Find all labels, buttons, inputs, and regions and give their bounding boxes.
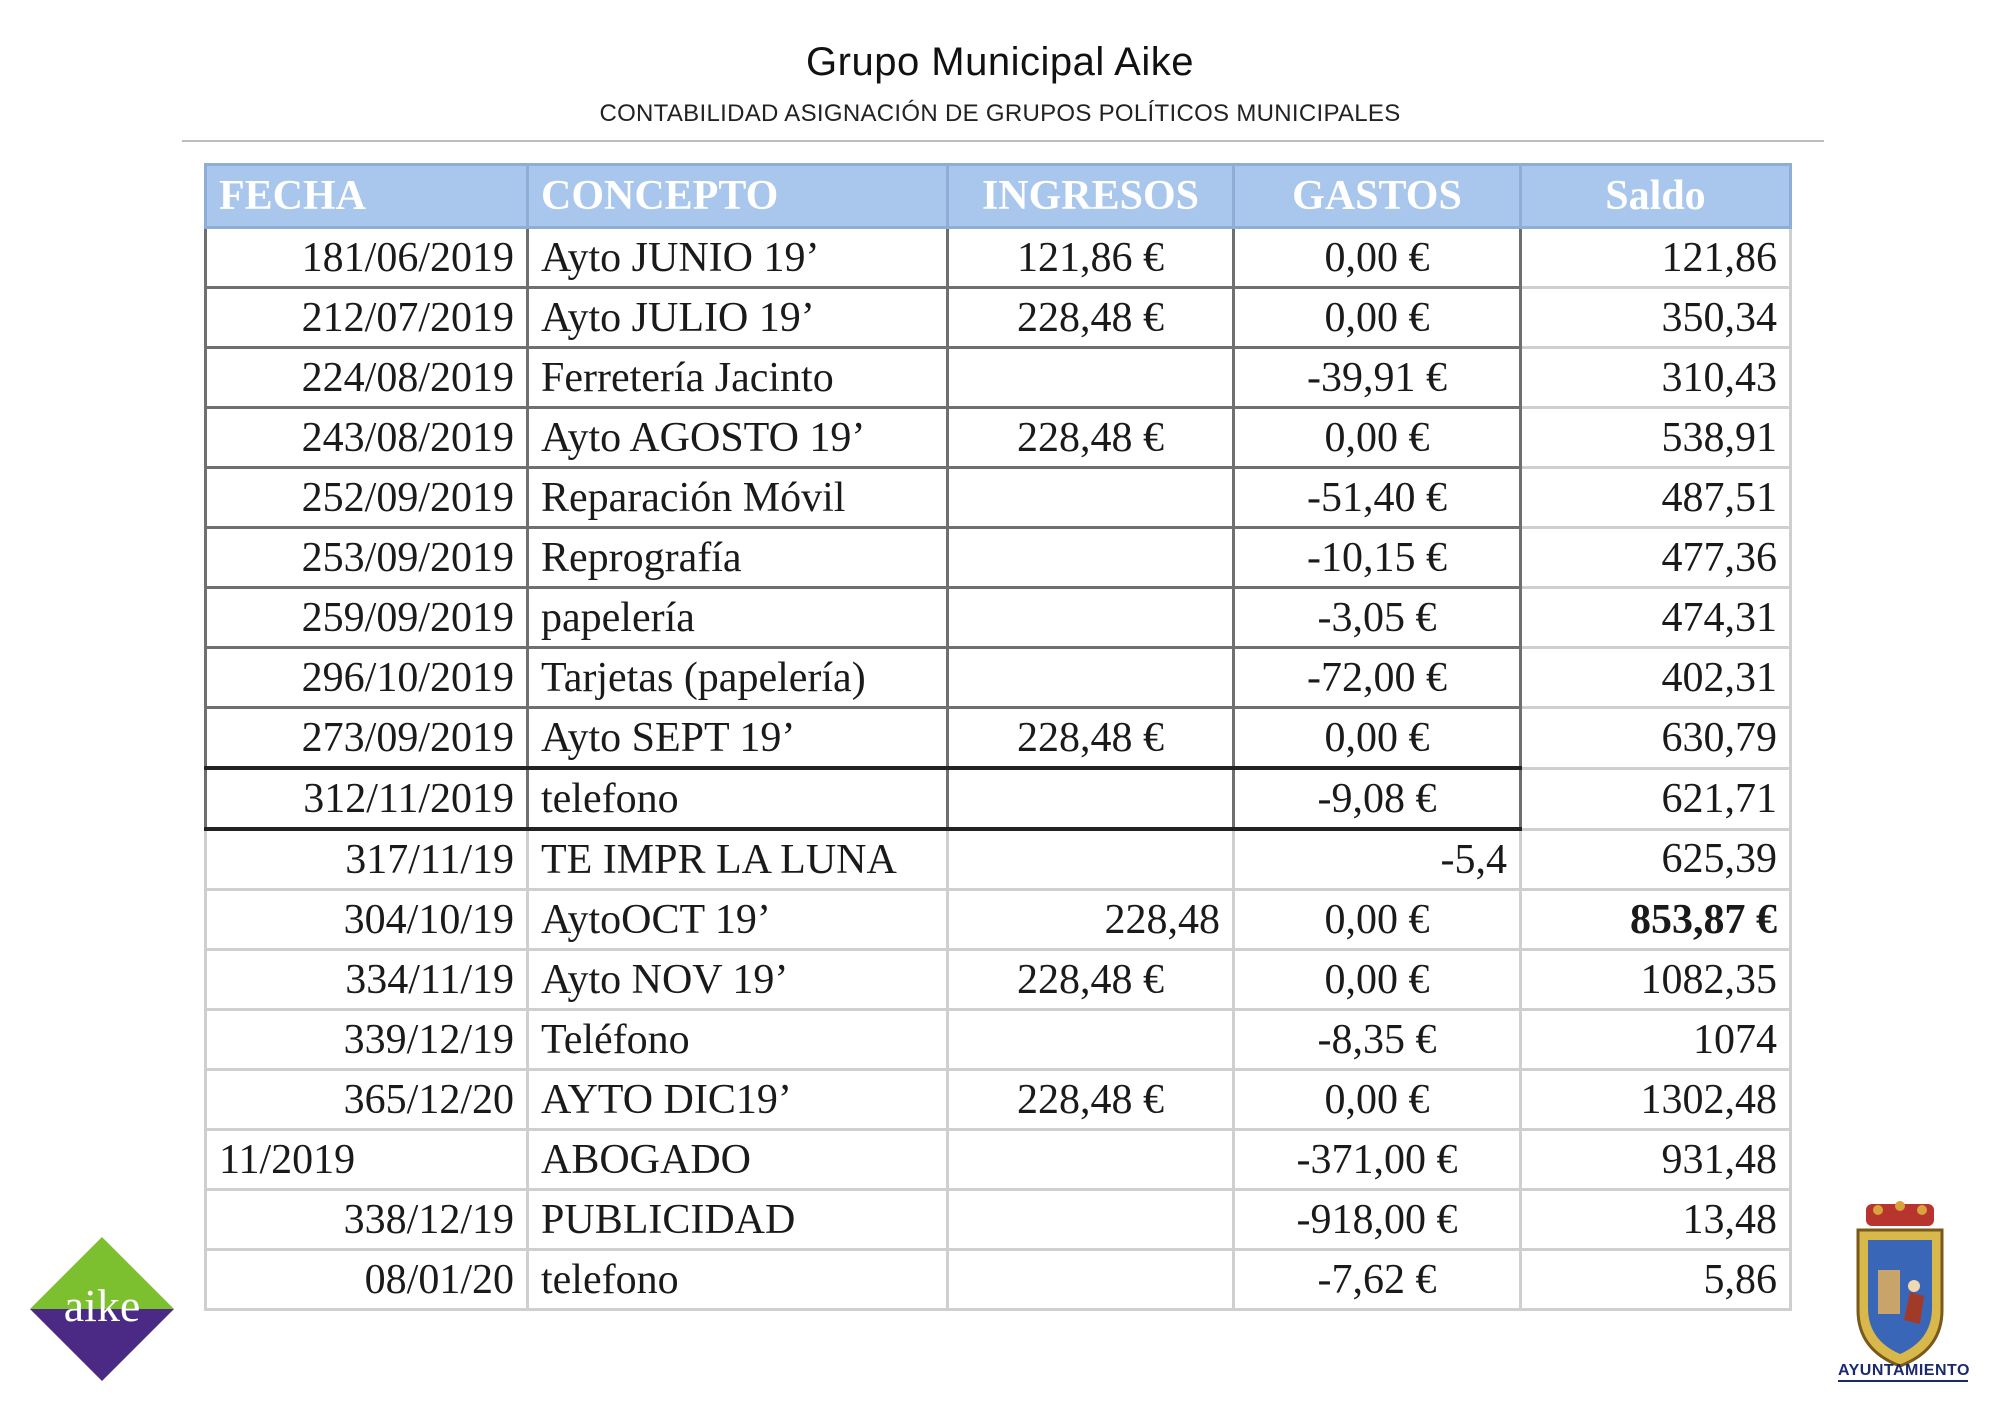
cell-concepto: Ayto SEPT 19’	[528, 708, 948, 769]
cell-ingresos	[948, 468, 1234, 528]
cell-fecha: 304/10/19	[206, 890, 528, 950]
cell-ingresos: 228,48 €	[948, 950, 1234, 1010]
cell-saldo: 477,36	[1521, 528, 1791, 588]
document-title: Grupo Municipal Aike	[806, 40, 1194, 84]
cell-saldo: 402,31	[1521, 648, 1791, 708]
cell-gastos: 0,00 €	[1234, 228, 1521, 288]
cell-concepto: Tarjetas (papelería)	[528, 648, 948, 708]
cell-gastos: -918,00 €	[1234, 1190, 1521, 1250]
cell-saldo: 487,51	[1521, 468, 1791, 528]
column-header-gastos: GASTOS	[1234, 165, 1521, 228]
cell-ingresos	[948, 588, 1234, 648]
cell-concepto: PUBLICIDAD	[528, 1190, 948, 1250]
cell-fecha: 181/06/2019	[206, 228, 528, 288]
cell-gastos: -3,05 €	[1234, 588, 1521, 648]
cell-fecha: 365/12/20	[206, 1070, 528, 1130]
cell-concepto: Teléfono	[528, 1010, 948, 1070]
cell-fecha: 252/09/2019	[206, 468, 528, 528]
cell-gastos: -39,91 €	[1234, 348, 1521, 408]
cell-concepto: Ferretería Jacinto	[528, 348, 948, 408]
cell-fecha: 296/10/2019	[206, 648, 528, 708]
table-row	[206, 348, 1791, 408]
cell-saldo: 1082,35	[1521, 950, 1791, 1010]
table-row	[206, 1190, 1791, 1250]
cell-ingresos	[948, 1130, 1234, 1190]
cell-fecha: 253/09/2019	[206, 528, 528, 588]
table-header-row	[206, 165, 1791, 228]
cell-fecha: 259/09/2019	[206, 588, 528, 648]
cell-fecha: 212/07/2019	[206, 288, 528, 348]
cell-concepto: Ayto JULIO 19’	[528, 288, 948, 348]
cell-gastos: 0,00 €	[1234, 1070, 1521, 1130]
cell-concepto: telefono	[528, 768, 948, 829]
cell-saldo: 931,48	[1521, 1130, 1791, 1190]
cell-ingresos: 228,48 €	[948, 1070, 1234, 1130]
cell-ingresos: 228,48 €	[948, 288, 1234, 348]
cell-gastos: 0,00 €	[1234, 288, 1521, 348]
cell-saldo: 853,87 €	[1521, 890, 1791, 950]
cell-fecha: 243/08/2019	[206, 408, 528, 468]
column-header-fecha: FECHA	[206, 165, 528, 228]
table-row	[206, 950, 1791, 1010]
cell-gastos: 0,00 €	[1234, 708, 1521, 769]
column-header-ingresos: INGRESOS	[948, 165, 1234, 228]
cell-saldo: 310,43	[1521, 348, 1791, 408]
cell-concepto: papelería	[528, 588, 948, 648]
table-body	[206, 228, 1791, 1310]
cell-fecha: 317/11/19	[206, 829, 528, 890]
accounting-table	[204, 163, 1792, 1311]
table-row	[206, 890, 1791, 950]
cell-concepto: Reprografía	[528, 528, 948, 588]
table-row	[206, 708, 1791, 769]
cell-fecha: 312/11/2019	[206, 768, 528, 829]
cell-gastos: -7,62 €	[1234, 1250, 1521, 1310]
table-row	[206, 648, 1791, 708]
table-row	[206, 1130, 1791, 1190]
table-row	[206, 829, 1791, 890]
cell-ingresos	[948, 829, 1234, 890]
table-row	[206, 528, 1791, 588]
table-row	[206, 768, 1791, 829]
cell-gastos: -9,08 €	[1234, 768, 1521, 829]
cell-ingresos: 228,48 €	[948, 708, 1234, 769]
cell-concepto: AytoOCT 19’	[528, 890, 948, 950]
cell-ingresos	[948, 768, 1234, 829]
cell-gastos: 0,00 €	[1234, 408, 1521, 468]
cell-concepto: TE IMPR LA LUNA	[528, 829, 948, 890]
cell-gastos: -72,00 €	[1234, 648, 1521, 708]
cell-ingresos: 121,86 €	[948, 228, 1234, 288]
column-header-saldo: Saldo	[1521, 165, 1791, 228]
cell-fecha: 339/12/19	[206, 1010, 528, 1070]
cell-saldo: 621,71	[1521, 768, 1791, 829]
cell-ingresos	[948, 648, 1234, 708]
cell-ingresos: 228,48	[948, 890, 1234, 950]
table-row	[206, 228, 1791, 288]
cell-gastos: -5,4	[1234, 829, 1521, 890]
cell-saldo: 121,86	[1521, 228, 1791, 288]
cell-concepto: Ayto AGOSTO 19’	[528, 408, 948, 468]
cell-saldo: 350,34	[1521, 288, 1791, 348]
cell-saldo: 5,86	[1521, 1250, 1791, 1310]
cell-gastos: 0,00 €	[1234, 890, 1521, 950]
aike-logo	[30, 1237, 174, 1381]
crest-caption: AYUNTAMIENTO	[1838, 1362, 1968, 1382]
table-row	[206, 288, 1791, 348]
cell-gastos: -10,15 €	[1234, 528, 1521, 588]
cell-ingresos: 228,48 €	[948, 408, 1234, 468]
table-row	[206, 588, 1791, 648]
municipal-crest-icon	[1848, 1200, 1952, 1370]
cell-concepto: Ayto JUNIO 19’	[528, 228, 948, 288]
cell-fecha: 08/01/20	[206, 1250, 528, 1310]
cell-fecha: 273/09/2019	[206, 708, 528, 769]
cell-concepto: Ayto NOV 19’	[528, 950, 948, 1010]
cell-fecha: 338/12/19	[206, 1190, 528, 1250]
cell-saldo: 625,39	[1521, 829, 1791, 890]
cell-ingresos	[948, 1190, 1234, 1250]
cell-saldo: 538,91	[1521, 408, 1791, 468]
table-row	[206, 1070, 1791, 1130]
svg-text:aike: aike	[63, 1280, 141, 1331]
cell-saldo: 474,31	[1521, 588, 1791, 648]
header-divider	[182, 140, 1824, 142]
cell-ingresos	[948, 348, 1234, 408]
cell-saldo: 1074	[1521, 1010, 1791, 1070]
cell-gastos: 0,00 €	[1234, 950, 1521, 1010]
table-row	[206, 1010, 1791, 1070]
cell-gastos: -51,40 €	[1234, 468, 1521, 528]
cell-concepto: AYTO DIC19’	[528, 1070, 948, 1130]
cell-saldo: 1302,48	[1521, 1070, 1791, 1130]
table-row	[206, 1250, 1791, 1310]
cell-fecha: 11/2019	[206, 1130, 528, 1190]
cell-ingresos	[948, 1010, 1234, 1070]
cell-fecha: 224/08/2019	[206, 348, 528, 408]
cell-saldo: 630,79	[1521, 708, 1791, 769]
cell-ingresos	[948, 1250, 1234, 1310]
column-header-concepto: CONCEPTO	[528, 165, 948, 228]
cell-gastos: -371,00 €	[1234, 1130, 1521, 1190]
cell-ingresos	[948, 528, 1234, 588]
cell-concepto: telefono	[528, 1250, 948, 1310]
cell-gastos: -8,35 €	[1234, 1010, 1521, 1070]
cell-concepto: Reparación Móvil	[528, 468, 948, 528]
cell-saldo: 13,48	[1521, 1190, 1791, 1250]
cell-concepto: ABOGADO	[528, 1130, 948, 1190]
table-row	[206, 468, 1791, 528]
table-row	[206, 408, 1791, 468]
cell-fecha: 334/11/19	[206, 950, 528, 1010]
document-subtitle: CONTABILIDAD ASIGNACIÓN DE GRUPOS POLÍTICOS MUNICIPALES	[599, 100, 1401, 127]
